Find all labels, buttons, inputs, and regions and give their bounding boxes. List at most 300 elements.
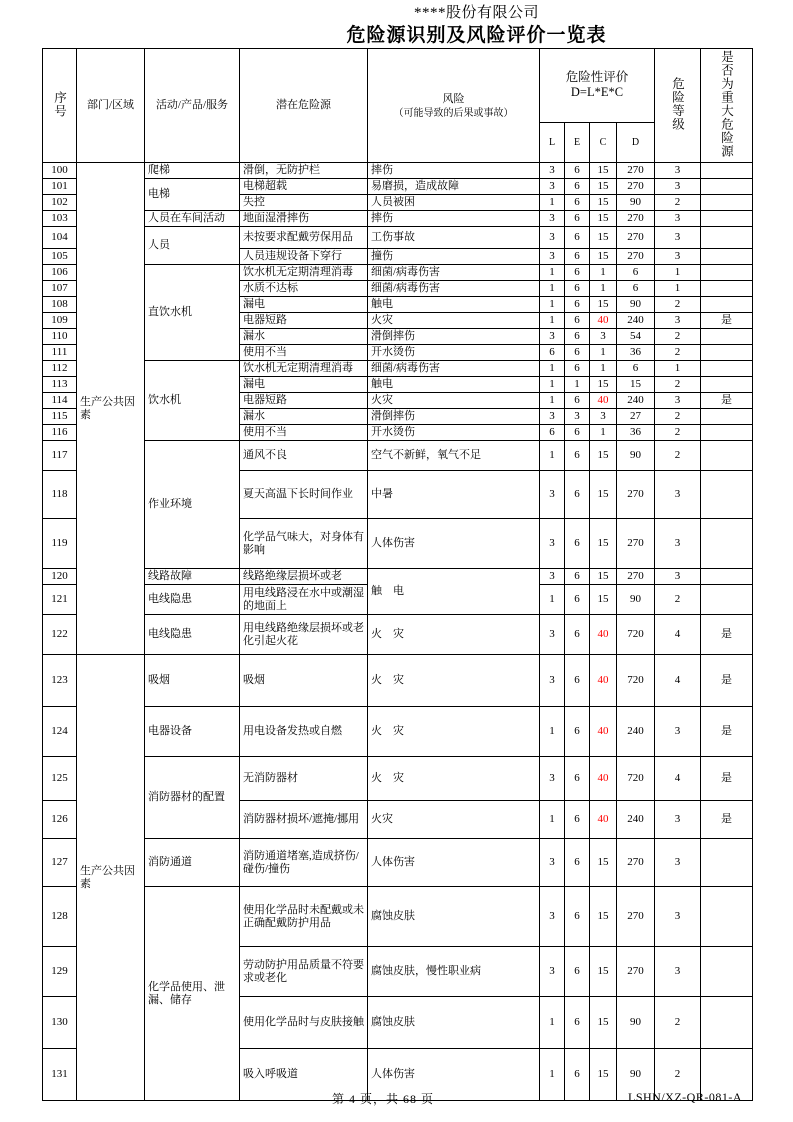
cell-d: 15 bbox=[617, 377, 655, 393]
cell-e: 6 bbox=[565, 471, 590, 519]
cell-e: 6 bbox=[565, 281, 590, 297]
cell-no: 119 bbox=[43, 519, 77, 569]
cell-no: 106 bbox=[43, 265, 77, 281]
cell-hazard: 化学品气味大，对身体有影响 bbox=[240, 519, 368, 569]
cell-activity: 人员 bbox=[145, 227, 240, 265]
cell-no: 123 bbox=[43, 655, 77, 707]
cell-major-hazard: 是 bbox=[701, 615, 753, 655]
cell-major-hazard bbox=[701, 519, 753, 569]
cell-d: 720 bbox=[617, 655, 655, 707]
cell-risk: 摔伤 bbox=[368, 211, 540, 227]
cell-major-hazard bbox=[701, 839, 753, 887]
cell-d: 270 bbox=[617, 569, 655, 585]
cell-major-hazard bbox=[701, 425, 753, 441]
col-header-e: E bbox=[565, 122, 590, 162]
col-header-no: 序号 bbox=[43, 49, 77, 163]
cell-activity: 人员在车间活动 bbox=[145, 211, 240, 227]
cell-grade: 3 bbox=[655, 393, 701, 409]
table-row bbox=[43, 227, 753, 249]
cell-hazard: 线路绝缘层损坏或老 bbox=[240, 569, 368, 585]
cell-c: 15 bbox=[590, 227, 617, 249]
cell-no: 110 bbox=[43, 329, 77, 345]
cell-no: 108 bbox=[43, 297, 77, 313]
cell-risk: 腐蚀皮肤，慢性职业病 bbox=[368, 947, 540, 997]
cell-e: 6 bbox=[565, 163, 590, 179]
cell-d: 6 bbox=[617, 361, 655, 377]
cell-e: 6 bbox=[565, 569, 590, 585]
cell-risk: 摔伤 bbox=[368, 163, 540, 179]
cell-major-hazard bbox=[701, 227, 753, 249]
cell-risk: 中暑 bbox=[368, 471, 540, 519]
cell-risk: 易磨损，造成故障 bbox=[368, 179, 540, 195]
cell-l: 3 bbox=[540, 249, 565, 265]
cell-e: 6 bbox=[565, 757, 590, 801]
cell-l: 3 bbox=[540, 947, 565, 997]
cell-c: 40 bbox=[590, 393, 617, 409]
cell-no: 127 bbox=[43, 839, 77, 887]
cell-e: 6 bbox=[565, 249, 590, 265]
cell-e: 6 bbox=[565, 707, 590, 757]
cell-c: 1 bbox=[590, 265, 617, 281]
cell-e: 6 bbox=[565, 655, 590, 707]
cell-hazard: 使用不当 bbox=[240, 425, 368, 441]
col-header-l: L bbox=[540, 122, 565, 162]
cell-hazard: 饮水机无定期清理消毒 bbox=[240, 265, 368, 281]
document-number: LSHN/XZ-QR-081-A bbox=[628, 1090, 742, 1104]
cell-no: 124 bbox=[43, 707, 77, 757]
cell-l: 6 bbox=[540, 425, 565, 441]
cell-grade: 3 bbox=[655, 887, 701, 947]
cell-no: 118 bbox=[43, 471, 77, 519]
cell-d: 90 bbox=[617, 585, 655, 615]
cell-grade: 3 bbox=[655, 163, 701, 179]
cell-major-hazard bbox=[701, 471, 753, 519]
cell-c: 15 bbox=[590, 179, 617, 195]
cell-l: 3 bbox=[540, 471, 565, 519]
cell-major-hazard bbox=[701, 585, 753, 615]
cell-grade: 3 bbox=[655, 179, 701, 195]
cell-major-hazard bbox=[701, 569, 753, 585]
cell-l: 1 bbox=[540, 281, 565, 297]
cell-grade: 3 bbox=[655, 211, 701, 227]
cell-risk: 空气不新鲜，氧气不足 bbox=[368, 441, 540, 471]
company-name: ****股份有限公司 bbox=[413, 5, 539, 21]
cell-no: 111 bbox=[43, 345, 77, 361]
table-row bbox=[43, 179, 753, 195]
cell-major-hazard: 是 bbox=[701, 655, 753, 707]
cell-no: 104 bbox=[43, 227, 77, 249]
cell-d: 270 bbox=[617, 947, 655, 997]
cell-risk: 开水烫伤 bbox=[368, 425, 540, 441]
cell-grade: 2 bbox=[655, 409, 701, 425]
cell-no: 103 bbox=[43, 211, 77, 227]
cell-c: 15 bbox=[590, 377, 617, 393]
cell-hazard: 无消防器材 bbox=[240, 757, 368, 801]
cell-c: 40 bbox=[590, 313, 617, 329]
cell-activity: 线路故障 bbox=[145, 569, 240, 585]
cell-c: 15 bbox=[590, 585, 617, 615]
cell-no: 129 bbox=[43, 947, 77, 997]
cell-major-hazard bbox=[701, 997, 753, 1049]
cell-c: 3 bbox=[590, 329, 617, 345]
assessment-formula: D=L*E*C bbox=[570, 85, 624, 100]
cell-l: 6 bbox=[540, 345, 565, 361]
cell-grade: 3 bbox=[655, 519, 701, 569]
cell-c: 40 bbox=[590, 757, 617, 801]
cell-major-hazard bbox=[701, 265, 753, 281]
cell-l: 3 bbox=[540, 329, 565, 345]
cell-hazard: 吸烟 bbox=[240, 655, 368, 707]
cell-grade: 3 bbox=[655, 947, 701, 997]
cell-d: 270 bbox=[617, 211, 655, 227]
table-row bbox=[43, 361, 753, 377]
cell-department: 生产公共因素 bbox=[77, 655, 145, 1101]
cell-e: 6 bbox=[565, 887, 590, 947]
cell-no: 112 bbox=[43, 361, 77, 377]
col-header-dept: 部门/区域 bbox=[77, 49, 145, 163]
cell-l: 1 bbox=[540, 297, 565, 313]
cell-no: 125 bbox=[43, 757, 77, 801]
cell-no: 101 bbox=[43, 179, 77, 195]
cell-l: 1 bbox=[540, 441, 565, 471]
cell-e: 6 bbox=[565, 345, 590, 361]
cell-risk: 触电 bbox=[368, 297, 540, 313]
cell-c: 15 bbox=[590, 441, 617, 471]
cell-no: 100 bbox=[43, 163, 77, 179]
cell-grade: 2 bbox=[655, 425, 701, 441]
cell-d: 54 bbox=[617, 329, 655, 345]
col-header-c: C bbox=[590, 122, 617, 162]
cell-l: 3 bbox=[540, 569, 565, 585]
cell-risk: 火 灾 bbox=[368, 707, 540, 757]
cell-risk: 撞伤 bbox=[368, 249, 540, 265]
cell-hazard: 滑倒，无防护栏 bbox=[240, 163, 368, 179]
table-row bbox=[43, 757, 753, 801]
cell-d: 36 bbox=[617, 425, 655, 441]
assessment-title: 危险性评价 bbox=[565, 70, 629, 85]
cell-major-hazard: 是 bbox=[701, 757, 753, 801]
cell-risk: 腐蚀皮肤 bbox=[368, 997, 540, 1049]
table-row bbox=[43, 163, 753, 179]
cell-grade: 3 bbox=[655, 569, 701, 585]
cell-l: 1 bbox=[540, 997, 565, 1049]
cell-e: 6 bbox=[565, 227, 590, 249]
cell-e: 6 bbox=[565, 615, 590, 655]
cell-risk: 人体伤害 bbox=[368, 519, 540, 569]
cell-major-hazard bbox=[701, 887, 753, 947]
cell-major-hazard bbox=[701, 441, 753, 471]
cell-e: 6 bbox=[565, 313, 590, 329]
table-header bbox=[43, 49, 753, 163]
cell-risk: 触 电 bbox=[368, 569, 540, 615]
cell-hazard: 失控 bbox=[240, 195, 368, 211]
cell-e: 6 bbox=[565, 329, 590, 345]
cell-d: 270 bbox=[617, 227, 655, 249]
cell-hazard: 使用化学品时未配戴或未正确配戴防护用品 bbox=[240, 887, 368, 947]
cell-grade: 4 bbox=[655, 615, 701, 655]
cell-no: 102 bbox=[43, 195, 77, 211]
cell-grade: 2 bbox=[655, 345, 701, 361]
cell-c: 1 bbox=[590, 281, 617, 297]
cell-l: 3 bbox=[540, 409, 565, 425]
cell-c: 15 bbox=[590, 249, 617, 265]
cell-grade: 2 bbox=[655, 329, 701, 345]
col-header-hazard: 潜在危险源 bbox=[240, 49, 368, 163]
col-header-activity: 活动/产品/服务 bbox=[145, 49, 240, 163]
cell-risk: 火灾 bbox=[368, 313, 540, 329]
cell-c: 3 bbox=[590, 409, 617, 425]
cell-d: 270 bbox=[617, 471, 655, 519]
cell-risk: 人员被困 bbox=[368, 195, 540, 211]
document-title: 危险源识别及风险评价一览表 bbox=[346, 25, 607, 46]
cell-c: 1 bbox=[590, 345, 617, 361]
cell-risk: 细菌/病毒伤害 bbox=[368, 265, 540, 281]
cell-activity: 化学品使用、泄漏、储存 bbox=[145, 887, 240, 1101]
cell-grade: 3 bbox=[655, 227, 701, 249]
cell-major-hazard bbox=[701, 249, 753, 265]
table-row bbox=[43, 441, 753, 471]
cell-no: 114 bbox=[43, 393, 77, 409]
cell-grade: 2 bbox=[655, 195, 701, 211]
cell-major-hazard bbox=[701, 211, 753, 227]
cell-risk: 火 灾 bbox=[368, 615, 540, 655]
cell-e: 6 bbox=[565, 393, 590, 409]
cell-grade: 3 bbox=[655, 801, 701, 839]
cell-d: 270 bbox=[617, 249, 655, 265]
cell-grade: 2 bbox=[655, 997, 701, 1049]
cell-d: 270 bbox=[617, 179, 655, 195]
cell-hazard: 未按要求配戴劳保用品 bbox=[240, 227, 368, 249]
cell-d: 6 bbox=[617, 265, 655, 281]
cell-c: 15 bbox=[590, 1049, 617, 1101]
page-number: 第 4 页，共 68 页 bbox=[332, 1092, 435, 1106]
cell-c: 15 bbox=[590, 997, 617, 1049]
cell-c: 15 bbox=[590, 471, 617, 519]
cell-e: 6 bbox=[565, 425, 590, 441]
cell-l: 1 bbox=[540, 801, 565, 839]
cell-hazard: 漏电 bbox=[240, 377, 368, 393]
cell-e: 6 bbox=[565, 947, 590, 997]
cell-d: 90 bbox=[617, 297, 655, 313]
cell-major-hazard bbox=[701, 281, 753, 297]
cell-l: 1 bbox=[540, 585, 565, 615]
cell-activity: 作业环境 bbox=[145, 441, 240, 569]
cell-hazard: 劳动防护用品质量不符要求或老化 bbox=[240, 947, 368, 997]
cell-l: 3 bbox=[540, 655, 565, 707]
cell-grade: 3 bbox=[655, 707, 701, 757]
cell-e: 6 bbox=[565, 585, 590, 615]
table-row bbox=[43, 615, 753, 655]
table-row bbox=[43, 569, 753, 585]
cell-e: 6 bbox=[565, 801, 590, 839]
cell-no: 116 bbox=[43, 425, 77, 441]
cell-hazard: 使用化学品时与皮肤接触 bbox=[240, 997, 368, 1049]
cell-c: 40 bbox=[590, 801, 617, 839]
cell-l: 3 bbox=[540, 519, 565, 569]
cell-l: 3 bbox=[540, 211, 565, 227]
cell-hazard: 电器短路 bbox=[240, 393, 368, 409]
cell-risk: 细菌/病毒伤害 bbox=[368, 281, 540, 297]
cell-grade: 3 bbox=[655, 249, 701, 265]
cell-hazard: 用电线路浸在水中或潮湿的地面上 bbox=[240, 585, 368, 615]
cell-hazard: 电器短路 bbox=[240, 313, 368, 329]
cell-c: 1 bbox=[590, 425, 617, 441]
cell-grade: 2 bbox=[655, 377, 701, 393]
cell-department: 生产公共因素 bbox=[77, 163, 145, 655]
cell-no: 131 bbox=[43, 1049, 77, 1101]
cell-no: 117 bbox=[43, 441, 77, 471]
cell-c: 15 bbox=[590, 195, 617, 211]
col-header-d: D bbox=[617, 122, 655, 162]
cell-risk: 人体伤害 bbox=[368, 1049, 540, 1101]
cell-e: 6 bbox=[565, 265, 590, 281]
cell-c: 15 bbox=[590, 163, 617, 179]
col-header-risk bbox=[368, 49, 540, 163]
cell-d: 240 bbox=[617, 707, 655, 757]
cell-l: 1 bbox=[540, 1049, 565, 1101]
cell-d: 240 bbox=[617, 801, 655, 839]
cell-c: 15 bbox=[590, 839, 617, 887]
cell-e: 6 bbox=[565, 519, 590, 569]
cell-no: 107 bbox=[43, 281, 77, 297]
cell-hazard: 消防通道堵塞,造成挤伤/ 碰伤/撞伤 bbox=[240, 839, 368, 887]
cell-l: 1 bbox=[540, 313, 565, 329]
cell-grade: 2 bbox=[655, 441, 701, 471]
cell-grade: 2 bbox=[655, 297, 701, 313]
cell-hazard: 通风不良 bbox=[240, 441, 368, 471]
cell-activity: 爬梯 bbox=[145, 163, 240, 179]
cell-hazard: 用电线路绝缘层损坏或老化引起火花 bbox=[240, 615, 368, 655]
col-header-risk-main: 风险 bbox=[442, 92, 465, 105]
cell-risk: 人体伤害 bbox=[368, 839, 540, 887]
col-header-risk-note: （可能导致的后果或事故） bbox=[393, 107, 514, 119]
cell-e: 6 bbox=[565, 195, 590, 211]
cell-grade: 1 bbox=[655, 361, 701, 377]
cell-d: 90 bbox=[617, 195, 655, 211]
cell-l: 1 bbox=[540, 707, 565, 757]
cell-d: 90 bbox=[617, 997, 655, 1049]
cell-hazard: 使用不当 bbox=[240, 345, 368, 361]
cell-activity: 直饮水机 bbox=[145, 265, 240, 361]
cell-hazard: 水质不达标 bbox=[240, 281, 368, 297]
header-row-main bbox=[43, 49, 753, 123]
cell-major-hazard: 是 bbox=[701, 393, 753, 409]
cell-no: 126 bbox=[43, 801, 77, 839]
cell-d: 270 bbox=[617, 519, 655, 569]
cell-e: 6 bbox=[565, 839, 590, 887]
cell-hazard: 夏天高温下长时间作业 bbox=[240, 471, 368, 519]
cell-major-hazard bbox=[701, 947, 753, 997]
cell-hazard: 电梯超载 bbox=[240, 179, 368, 195]
cell-d: 240 bbox=[617, 393, 655, 409]
cell-no: 122 bbox=[43, 615, 77, 655]
cell-grade: 4 bbox=[655, 655, 701, 707]
table-row bbox=[43, 887, 753, 947]
cell-l: 1 bbox=[540, 195, 565, 211]
cell-hazard: 漏电 bbox=[240, 297, 368, 313]
cell-major-hazard: 是 bbox=[701, 707, 753, 757]
cell-l: 3 bbox=[540, 839, 565, 887]
cell-d: 720 bbox=[617, 757, 655, 801]
cell-c: 15 bbox=[590, 947, 617, 997]
cell-e: 3 bbox=[565, 409, 590, 425]
cell-activity: 饮水机 bbox=[145, 361, 240, 441]
cell-c: 15 bbox=[590, 211, 617, 227]
cell-e: 6 bbox=[565, 211, 590, 227]
cell-grade: 3 bbox=[655, 471, 701, 519]
cell-grade: 1 bbox=[655, 265, 701, 281]
cell-d: 240 bbox=[617, 313, 655, 329]
cell-no: 121 bbox=[43, 585, 77, 615]
table-row bbox=[43, 655, 753, 707]
cell-activity: 吸烟 bbox=[145, 655, 240, 707]
cell-e: 6 bbox=[565, 997, 590, 1049]
cell-c: 40 bbox=[590, 615, 617, 655]
cell-d: 90 bbox=[617, 1049, 655, 1101]
cell-activity: 电器设备 bbox=[145, 707, 240, 757]
title-block bbox=[160, 0, 793, 48]
cell-hazard: 消防器材损坏/遮掩/挪用 bbox=[240, 801, 368, 839]
cell-risk: 滑倒摔伤 bbox=[368, 409, 540, 425]
cell-d: 270 bbox=[617, 887, 655, 947]
cell-l: 1 bbox=[540, 377, 565, 393]
cell-no: 105 bbox=[43, 249, 77, 265]
cell-risk: 滑倒摔伤 bbox=[368, 329, 540, 345]
cell-l: 1 bbox=[540, 393, 565, 409]
cell-major-hazard bbox=[701, 195, 753, 211]
cell-hazard: 漏水 bbox=[240, 329, 368, 345]
cell-l: 1 bbox=[540, 265, 565, 281]
col-header-grade: 危险等级 bbox=[655, 49, 701, 163]
table-row bbox=[43, 707, 753, 757]
cell-l: 3 bbox=[540, 179, 565, 195]
cell-d: 90 bbox=[617, 441, 655, 471]
table-body bbox=[43, 163, 753, 1101]
cell-major-hazard bbox=[701, 361, 753, 377]
cell-e: 1 bbox=[565, 377, 590, 393]
cell-d: 27 bbox=[617, 409, 655, 425]
cell-risk: 触电 bbox=[368, 377, 540, 393]
cell-activity: 电线隐患 bbox=[145, 615, 240, 655]
cell-risk: 火 灾 bbox=[368, 655, 540, 707]
cell-d: 270 bbox=[617, 163, 655, 179]
cell-c: 40 bbox=[590, 707, 617, 757]
cell-risk: 工伤事故 bbox=[368, 227, 540, 249]
cell-no: 128 bbox=[43, 887, 77, 947]
cell-e: 6 bbox=[565, 1049, 590, 1101]
cell-d: 720 bbox=[617, 615, 655, 655]
cell-grade: 3 bbox=[655, 839, 701, 887]
cell-no: 109 bbox=[43, 313, 77, 329]
cell-major-hazard: 是 bbox=[701, 801, 753, 839]
cell-major-hazard bbox=[701, 163, 753, 179]
cell-major-hazard bbox=[701, 345, 753, 361]
cell-c: 40 bbox=[590, 655, 617, 707]
cell-major-hazard: 是 bbox=[701, 313, 753, 329]
cell-risk: 火灾 bbox=[368, 393, 540, 409]
cell-activity: 电梯 bbox=[145, 179, 240, 211]
cell-risk: 火灾 bbox=[368, 801, 540, 839]
cell-d: 36 bbox=[617, 345, 655, 361]
cell-risk: 细菌/病毒伤害 bbox=[368, 361, 540, 377]
cell-c: 15 bbox=[590, 519, 617, 569]
table-row bbox=[43, 211, 753, 227]
cell-l: 3 bbox=[540, 615, 565, 655]
risk-assessment-table bbox=[42, 48, 753, 1101]
cell-no: 115 bbox=[43, 409, 77, 425]
cell-risk: 火 灾 bbox=[368, 757, 540, 801]
cell-no: 120 bbox=[43, 569, 77, 585]
